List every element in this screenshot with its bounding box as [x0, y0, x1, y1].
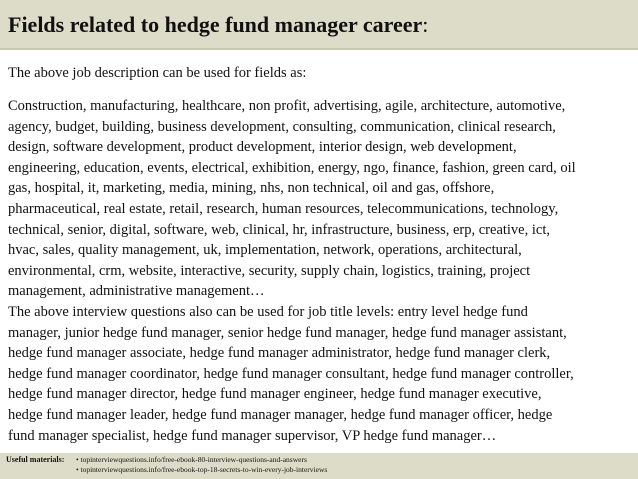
levels-line: hedge fund manager associate, hedge fund manager administrator, hedge fund manager clerk,: [8, 345, 551, 362]
title-banner: [0, 0, 638, 50]
footer-label: Useful materials:: [6, 455, 65, 464]
intro-text: The above job description can be used for fields as:: [8, 65, 307, 81]
page-title-text: Fields related to hedge fund manager career: [8, 12, 423, 37]
job-levels-paragraph: [8, 302, 632, 446]
fields-line: Construction, manufacturing, healthcare, non profit, advertising, agile, architecture, automotive,: [8, 98, 566, 114]
fields-line: technical, senior, digital, software, web, clinical, hr, infrastructure, business, erp, creative, ict,: [8, 221, 550, 238]
levels-line: hedge fund manager coordinator, hedge fund manager consultant, hedge fund manager controller,: [8, 365, 574, 382]
fields-line: gas, hospital, it, marketing, media, mining, nhs, non technical, oil and gas, offshore,: [8, 180, 495, 197]
levels-line: fund manager specialist, hedge fund manager supervisor, VP hedge fund manager…: [8, 427, 497, 444]
fields-line: management, administrative management…: [8, 283, 265, 300]
footer-link-ebook-80-questions[interactable]: • topinterviewquestions.info/free-ebook-80-interview-questions-and-answers: [76, 455, 307, 464]
footer-links: [76, 455, 327, 475]
footer-bar: [0, 453, 638, 479]
fields-line: design, software development, product development, interior design, web development,: [8, 139, 517, 156]
fields-line: engineering, education, events, electrical, exhibition, energy, ngo, finance, fashion, green card, oil: [8, 159, 576, 176]
levels-line: manager, junior hedge fund manager, senior hedge fund manager, hedge fund manager assistant,: [8, 324, 567, 341]
page-title-colon: :: [422, 12, 429, 37]
fields-line: environmental, crm, website, interactive, security, supply chain, logistics, training, project: [8, 262, 531, 279]
page-title: [8, 12, 428, 38]
levels-line: The above interview questions also can be used for job title levels: entry level hedge fund: [8, 304, 528, 320]
fields-line: agency, budget, building, business development, consulting, communication, clinical research,: [8, 118, 556, 135]
levels-line: hedge fund manager leader, hedge fund manager manager, hedge fund manager officer, hedge: [8, 406, 553, 423]
footer-link-ebook-18-secrets[interactable]: • topinterviewquestions.info/free-ebook-top-18-secrets-to-win-every-job-interviews: [76, 465, 328, 474]
fields-line: pharmaceutical, real estate, retail, research, human resources, telecommunications, technology,: [8, 200, 559, 217]
levels-line: hedge fund manager director, hedge fund manager engineer, hedge fund manager executive,: [8, 386, 542, 403]
fields-line: hvac, sales, quality management, uk, implementation, network, operations, architectural,: [8, 242, 522, 259]
fields-paragraph: [8, 96, 632, 302]
